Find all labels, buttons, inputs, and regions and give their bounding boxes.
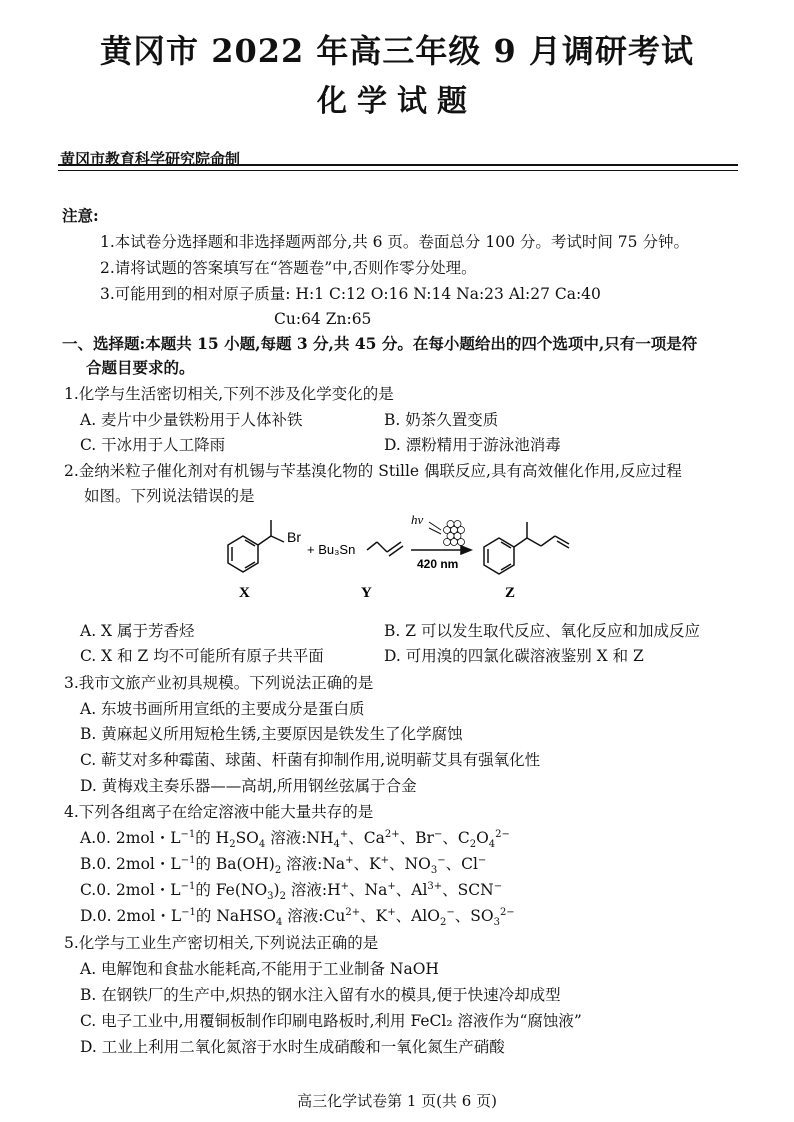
q4-stem: 4.下列各组离子在给定溶液中能大量共存的是 <box>64 803 374 821</box>
section-heading-line1: 一、选择题:本题共 15 小题,每题 3 分,共 45 分。在每小题给出的四个选项中,只有一项是符 <box>62 334 698 353</box>
q1-option-d: D. 漂粉精用于游泳池消毒 <box>384 436 561 454</box>
q5-option-a: A. 电解饱和食盐水能耗高,不能用于工业制备 NaOH <box>80 960 439 978</box>
compound-x-label: X <box>239 585 250 601</box>
q4-option-a: A.0. 2mol・$L^{-1}$的 $H_2SO_4$ 溶液$:NH_4^+$、$Ca^{2+}$、Br−、$C_2O_4^{2-}$ <box>80 828 510 851</box>
compound-z-label: Z <box>505 585 516 601</box>
q3-option-b: B. 黄麻起义所用短枪生锈,主要原因是铁发生了化学腐蚀 <box>80 725 463 743</box>
q5-option-d: D. 工业上利用二氧化氮溶于水时生成硝酸和一氧化氮生产硝酸 <box>80 1038 505 1056</box>
header-rule <box>58 164 738 166</box>
q2-option-a: A. X 属于芳香烃 <box>80 622 195 640</box>
q2-option-b: B. Z 可以发生取代反应、氧化反应和加成反应 <box>384 622 700 640</box>
header-rule-thin <box>58 170 738 171</box>
subject-title: 化学试题 <box>317 84 477 119</box>
q4-option-c: C.0. 2mol・$L^{-1}$的 $Fe(NO_3)_2$ 溶液:H+、Na+、$Al^{3+}$、SCN− <box>80 880 503 903</box>
reagent-label: + Bu₃Sn <box>307 542 356 557</box>
note-2: 2.请将试题的答案填写在“答题卷”中,否则作零分处理。 <box>100 259 477 277</box>
issuing-organization: 黄冈市教育科学研究院命制 <box>60 150 241 168</box>
q2-stem-line2: 如图。下列说法错误的是 <box>84 487 255 505</box>
q5-stem: 5.化学与工业生产密切相关,下列说法正确的是 <box>64 934 379 952</box>
q3-option-d: D. 黄梅戏主奏乐器——高胡,所用钢丝弦属于合金 <box>80 777 417 795</box>
bromine-label: Br <box>287 529 301 545</box>
q1-stem: 1.化学与生活密切相关,下列不涉及化学变化的是 <box>64 385 394 403</box>
note-3-cont: Cu:64 Zn:65 <box>274 310 372 328</box>
wavelength-label: 420 nm <box>417 557 459 571</box>
q4-option-b: B.0. 2mol・$L^{-1}$的 $Ba(OH)_2$ 溶液:Na+、K+、$NO_3^-$、Cl− <box>80 854 487 877</box>
q4-option-d: D.0. 2mol・$L^{-1}$的 NaHSO$_4$ 溶液$:Cu^{2+}$、K+、AlO$_2$−、$SO_3^{2-}$ <box>80 906 515 929</box>
compound-y-label: Y <box>361 585 372 601</box>
note-3: 3.可能用到的相对原子质量: H:1 C:12 O:16 N:14 Na:23 Al:27 Ca:40 <box>100 285 601 303</box>
gold-nanoparticle-icon <box>444 521 465 546</box>
q1-option-c: C. 干冰用于人工降雨 <box>80 436 226 454</box>
q2-option-d: D. 可用溴的四氯化碳溶液鉴别 X 和 Z <box>384 647 644 665</box>
reaction-scheme <box>215 502 615 602</box>
q3-stem: 3.我市文旅产业初具规模。下列说法正确的是 <box>64 674 374 692</box>
q2-stem-line1: 2.金纳米粒子催化剂对有机锡与苄基溴化物的 Stille 偶联反应,具有高效催化作用,反应过程 <box>64 462 682 480</box>
q3-option-a: A. 东坡书画所用宣纸的主要成分是蛋白质 <box>80 700 365 718</box>
q5-option-c: C. 电子工业中,用覆铜板制作印刷电路板时,利用 FeCl₂ 溶液作为“腐蚀液” <box>80 1012 582 1030</box>
q1-option-a: A. 麦片中少量铁粉用于人体补铁 <box>80 411 303 429</box>
note-1: 1.本试卷分选择题和非选择题两部分,共 6 页。卷面总分 100 分。考试时间 75 分钟。 <box>100 233 689 251</box>
section-heading-line2: 合题目要求的。 <box>86 358 195 377</box>
q3-option-c: C. 蕲艾对多种霉菌、球菌、杆菌有抑制作用,说明蕲艾具有强氧化性 <box>80 751 541 769</box>
light-label: hν <box>411 512 424 527</box>
exam-title: 黄冈市 2022 年高三年级 9 月调研考试 <box>100 32 694 70</box>
q5-option-b: B. 在钢铁厂的生产中,炽热的钢水注入留有水的模具,便于快速冷却成型 <box>80 986 561 1004</box>
notes-heading: 注意: <box>62 206 99 225</box>
q2-option-c: C. X 和 Z 均不可能所有原子共平面 <box>80 647 324 665</box>
q1-option-b: B. 奶茶久置变质 <box>384 411 499 429</box>
page-footer: 高三化学试卷第 1 页(共 6 页) <box>297 1092 497 1110</box>
